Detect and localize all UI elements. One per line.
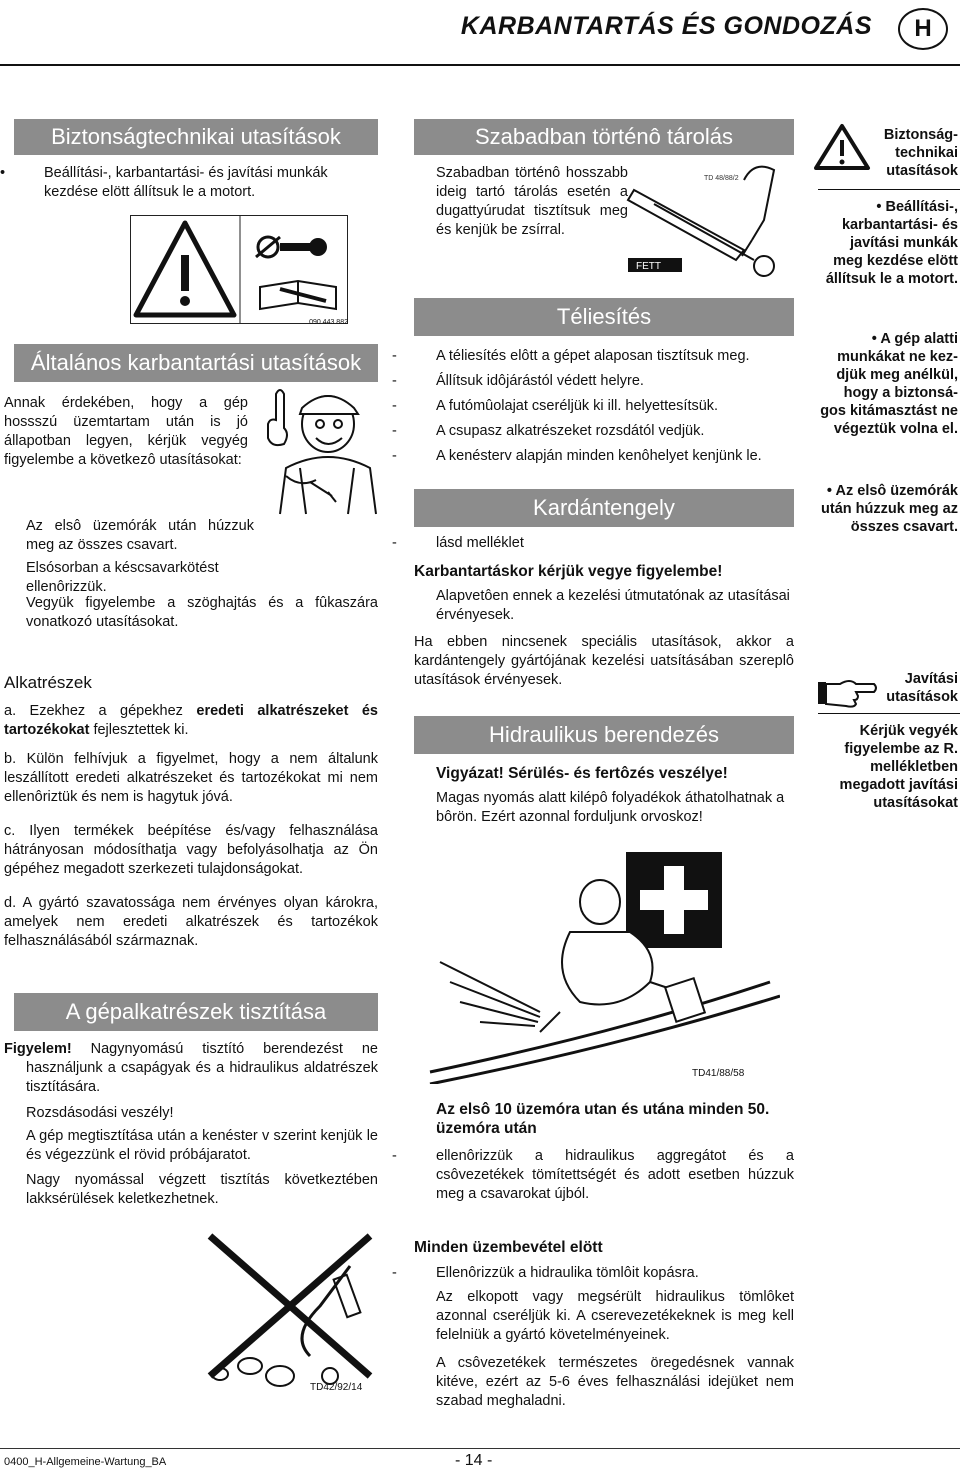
- startup-item: - Ellenôrizzük a hidraulika tömlôit kopásra.: [392, 1265, 699, 1281]
- general-item-1b: Elsósorban a késcsavarkötést ellenôrizzük.: [26, 560, 219, 595]
- startup-text-2: A csôvezetékek természetes öregedésnek vannak kitéve, ezért az 5-6 éves felhasználási idejüket nem szabad meghaladni.: [436, 1355, 794, 1409]
- hydraulic-injury-illustration: [420, 832, 780, 1084]
- safety-bullet: • Beállítási-, karbantartási- és javítási munkák kezdése elött állítsuk le a motort.: [0, 165, 328, 200]
- image-code: TD42/92/14: [310, 1382, 363, 1393]
- winter-item: Állítsuk idôjárástól védett helyre.: [436, 373, 644, 389]
- mechanic-illustration: [250, 384, 378, 516]
- sidebar-divider: [818, 189, 960, 190]
- fett-label: FETT: [636, 261, 661, 272]
- hydraulic-text: Magas nyomás alatt kilépô folyadékok áthatolhatnak a bôrön. Ezért azonnal forduljunk orvoskoz!: [436, 790, 785, 825]
- cleaning-item-3: Nagy nyomással végzett tisztítás következtében lakksérülések keletkezhetnek.: [26, 1172, 378, 1207]
- page-number: - 14 -: [455, 1452, 493, 1469]
- parts-b: b. Külön felhívjuk a figyelmet, hogy a nem általunk leszállított eredeti alkatrészeket és tartozékokat mi nem ellenôriztük és nem is hagytuk jóvá.: [4, 751, 378, 805]
- winter-item: A kenésterv alapján minden kenôhelyet kenjünk le.: [436, 448, 762, 464]
- header-rule: [0, 64, 960, 66]
- startup-heading: Minden üzembevétel elött: [414, 1239, 603, 1256]
- language-badge: H: [898, 8, 948, 50]
- sidebar-repair-title: Javítási utasítások: [886, 671, 958, 705]
- sidebar-bullet-1: • Beállítási-, karbantartási- és javítási munkák meg kezdése elött állítsuk le a motort.: [825, 199, 958, 287]
- cardan-text-2: Ha ebben nincsenek speciális utasítások, akkor a kardántengely gyártójának kezelési uatsításában szereplô utasítások érvényesek.: [414, 634, 794, 688]
- cleaning-item-1: Rozsdásodási veszély!: [26, 1105, 174, 1121]
- sidebar-bullet-3: • Az elsô üzemórák után húzzuk meg az összes csavart.: [821, 483, 958, 535]
- storage-heading: Szabadban történô tárolás: [414, 119, 794, 155]
- no-pressure-washer-image: [190, 1226, 380, 1396]
- general-item-1: Az elsô üzemórák után húzzuk meg az összes csavart.: [26, 518, 254, 553]
- general-intro: Annak érdekében, hogy a gép hossszú üzemtartam után is jó állapotban legyen, kérjük vegyég figyelembe a következô utasításokat:: [4, 395, 248, 468]
- storage-text: Szabadban történô hosszabb ideig tartó tárolás esetén a dugattyúrudat tisztítsuk meg és kenjük be zsírral.: [436, 165, 628, 238]
- cleaning-heading: A gépalkatrészek tisztítása: [14, 993, 378, 1031]
- cleaning-item-2: A gép megtisztítása után a kenéster v szerint kenjük le és végezzünk el rövid próbájaratot.: [26, 1128, 378, 1163]
- first-aid-cross-icon: [626, 852, 722, 948]
- cardan-item: - lásd melléklet: [392, 535, 524, 551]
- general-heading: Általános karbantartási utasítások: [14, 344, 378, 382]
- cleaning-list: [4, 1104, 378, 1209]
- general-list: [4, 517, 254, 597]
- image-code: 090 443 882: [309, 319, 348, 326]
- interval-heading: Az elsô 10 üzemóra utan és utána minden 50. üzemóra után: [436, 1101, 770, 1137]
- cardan-heading: Kardántengely: [414, 489, 794, 527]
- parts-d: d. A gyártó szavatossága nem érvényes olyan károkra, amelyek nem eredeti alkatrészek és tartozékok felhasználásából származnak.: [4, 895, 378, 949]
- sidebar-safety-title: Biztonság-technikai utasítások: [883, 127, 958, 179]
- cardan-text-1: Alapvetôen ennek a kezelési útmutatónak az utasításai érvényesek.: [436, 588, 790, 623]
- piston-rod-illustration: [624, 160, 794, 284]
- sidebar-bullet-2: • A gép alatti munkákat ne kez-djük meg anélkül, hogy a biztonsá-gos kitámasztást ne végeztük volna el.: [820, 331, 958, 437]
- footer-rule: [0, 1448, 960, 1449]
- startup-text-1: Az elkopott vagy megsérült hidraulikus tömlôket azonnal cseréljük ki. A cserevezetékeknek is meg kell felelniük a gyártó követelményeinek.: [436, 1289, 794, 1343]
- sidebar-repair-text: Kérjük vegyék figyelembe az R. mellékletben megadott javítási utasításokat: [839, 723, 958, 811]
- hydraulic-warning: Vigyázat! Sérülés- és fertôzés veszélye!: [436, 765, 728, 782]
- warning-triangle-icon: [812, 122, 872, 172]
- hydraulic-heading: Hidraulikus berendezés: [414, 716, 794, 754]
- parts-c: c. Ilyen termékek beépítése és/vagy felhasználása hátrányosan módosíthatja vagy befolyásolhatja az Ön gépéhez megadott szerkezeti tulajdonságokat.: [4, 823, 378, 877]
- page-title: KARBANTARTÁS ÉS GONDOZÁS: [460, 12, 872, 40]
- image-code: TD 48/88/2: [704, 175, 739, 182]
- cardan-notice: Karbantartáskor kérjük vegye figyelembe!: [414, 563, 723, 580]
- general-item-2: Vegyük figyelembe a szöghajtás és a fûkaszára vonatkozó utasításokat.: [26, 595, 378, 630]
- pointing-hand-icon: [816, 676, 878, 710]
- interval-item: - ellenôrizzük a hidraulikus aggregátot és a csôvezetékek tömítettségét és adott esetben húzzuk meg a csavarokat újból.: [392, 1148, 794, 1202]
- safety-warning-image: [130, 215, 348, 329]
- winter-list: - A téliesítés elôtt a gépet alaposan tisztítsuk meg. - Állítsuk idôjárástól védett helyre. - A futómûolajat cseréljük ki ill. helyettesítsük. - A csupasz alkatrészeket rozsdától vedjük. - A kenésterv alapján minden kenôhelyet kenjünk le.: [392, 348, 762, 464]
- cleaning-warning: Figyelem! Nagynyomású tisztító berendezést ne használjunk a csapágyak és a hidraulikus aldatrészek tisztítására.: [4, 1041, 378, 1095]
- parts-heading: Alkatrészek: [4, 673, 92, 692]
- winter-item: A téliesítés elôtt a gépet alaposan tisztítsuk meg.: [436, 348, 750, 364]
- parts-a: a. Ezekhez a gépekhez eredeti alkatrészeket és tartozékokat fejlesztettek ki.: [4, 703, 378, 738]
- footer-doc-code: 0400_H-Allgemeine-Wartung_BA: [4, 1456, 167, 1468]
- image-code: TD41/88/58: [692, 1068, 745, 1079]
- winter-item: A futómûolajat cseréljük ki ill. helyettesítsük.: [436, 398, 719, 414]
- safety-heading: Biztonságtechnikai utasítások: [14, 119, 378, 155]
- sidebar-divider: [818, 713, 960, 714]
- winter-item: A csupasz alkatrészeket rozsdától vedjük.: [436, 423, 705, 439]
- winter-heading: Téliesítés: [414, 298, 794, 336]
